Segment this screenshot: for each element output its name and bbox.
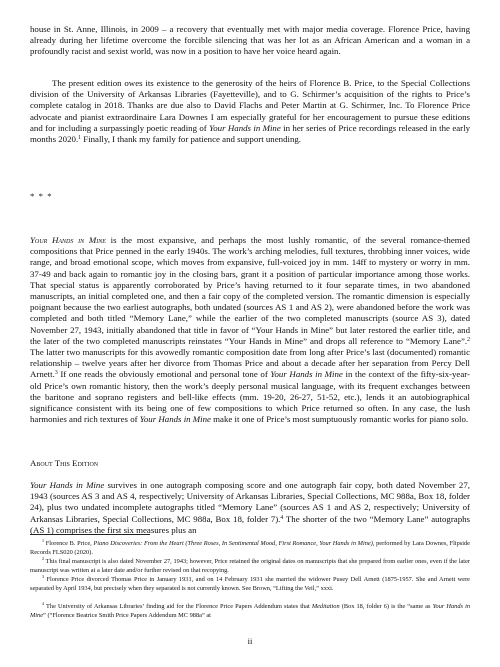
footnote-marker: 4 bbox=[42, 601, 45, 606]
work-title: Your Hands in Mine bbox=[209, 122, 281, 133]
work-title: Your Hands in Mine bbox=[30, 235, 106, 245]
footnote-marker: 2 bbox=[42, 556, 45, 561]
footnote-3 bbox=[30, 576, 470, 593]
footnote-reference[interactable]: 4 bbox=[280, 514, 284, 521]
footnote-text: ” (“Florence Beatrice Smith Price Papers Addendum MC 988a” at bbox=[43, 611, 211, 619]
footnote-text: Florence Price divorced Thomas Price in January 1931, and on 14 February 1931 she married the widower Pusey Dell Arnett (1875-1957. She and Arnett were separated by April 1934, but precisely when they separated is not currently known. See Brown, “Lifting the Veil,” xxxi. bbox=[30, 576, 470, 592]
album-title: Piano Discoveries: From the Heart (Three Roses, In Sentimental Mood, First Romance, Your Hands in Mine) bbox=[93, 540, 373, 547]
work-description-paragraph bbox=[30, 235, 470, 425]
footnote-reference[interactable]: 1 bbox=[78, 135, 82, 142]
footnote-reference[interactable]: 3 bbox=[54, 370, 58, 377]
acknowledgements-paragraph bbox=[30, 78, 470, 145]
work-title: Meditation bbox=[311, 603, 340, 610]
footnote-text: Florence B. Price, bbox=[44, 540, 94, 547]
footnote-divider bbox=[30, 534, 150, 535]
paragraph-text: make it one of Price’s most sumptuously romantic works for piano solo. bbox=[210, 414, 469, 425]
work-title: Your Hands in Mine bbox=[139, 414, 211, 425]
footnote-2 bbox=[30, 558, 470, 575]
footnote-text: The University of Arkansas Libraries’ finding aid for the Florence Price Papers Addendum states that bbox=[44, 603, 312, 610]
footnote-text: (Box 18, folder 6) is the “same as bbox=[339, 603, 433, 610]
paragraph-text: survives in one autograph composing score and one autograph fair copy, both dated November 27, 1943 (sources AS 3 and AS 4, respectively; University of Arkansas Libraries, Special Collections, MC 988a, Box 18, folder 24), plus two undated incomplete autographs titled “Memory Lane” (sources AS 1 and AS 2, respectively; University of Arkansas Libraries, Special Collections, MC 988a, Box 18, folder 7). bbox=[30, 480, 470, 524]
section-heading: About This Edition bbox=[30, 458, 99, 468]
paragraph-text: The present edition owes its existence to the generosity of the heirs of Florence B. Price, to the Special Collections division of the University of Arkansas Libraries (Fayetteville), and to G. Schirmer’s acquisition of the rights to Price’s complete catalog in 2018. Thanks are due also to David Flachs and Peter Martin at G. Schirmer, Inc. To Florence Price advocate and pianist extraordinaire Lara Downes I am especially grateful for her encouragement to pursue these editions and for including a surpassingly poetic reading of bbox=[30, 78, 470, 133]
work-title: Your Hands in Mine bbox=[270, 369, 343, 380]
footnote-1 bbox=[30, 540, 470, 557]
paragraph-text: house in St. Anne, Illinois, in 2009 – a recovery that eventually met with major media coverage. Florence Price, having already during her lifetime overcome the forcible silencing that was her lot as an African American and a woman in a profoundly racist and sexist world, was now in a position to have her voice heard again. bbox=[30, 24, 470, 57]
paragraph-text: is the most expansive, and perhaps the most lushly romantic, of the several romance-themed compositions that Price penned in the early 1940s. The work’s arching melodies, full textures, throbbing inner voices, wide range, and broad emotional scope, which moves from expansive, full-voiced joy in mm. 14ff to mystery or worry in mm. 37-49 and back again to romantic joy in the closing bars, grant it a position of particular importance among those works. That special status is apparently corroborated by Price’s having returned to it four separate times, in two abandoned manuscripts, an initial completed one, and then a fair copy of the completed version. The romantic dimension is especially poignant because the two earliest autographs, both undated (sources AS 1 and AS 2), were abandoned before the work was completed and both titled “Memory Lane,” while the earlier of the two completed manuscripts (source AS 3), dated November 27, 1943, initially abandoned that title in favor of “Your Hands in Mine” but later restored the earlier title, and the later of the two completed manuscripts reinstates “Your Hands in Mine” and drops all reference to “Memory Lane”. bbox=[30, 235, 470, 346]
paragraph-text: in the context of the fifty-six-year-old Price’s own romantic history, then the work’s deeply personal musical language, with its frequent exchanges between the baritone and soprano registers and bell-like effects (mm. 19-20, 26-27, 51-52, etc.), lends it an autobiographical significance consistent with its being one of few compositions to which Price returned so often. In any case, the lush harmonies and rich textures of bbox=[30, 369, 470, 425]
section-separator: * * * bbox=[30, 191, 53, 201]
edition-paragraph bbox=[30, 480, 470, 536]
footnote-text: , performed by Lara Downes, Flipside Records FLS020 (2020). bbox=[30, 540, 470, 556]
intro-paragraph-continued bbox=[30, 24, 470, 58]
paragraph-text: in her series of Price recordings released in the early months 2020. bbox=[30, 122, 471, 145]
page-number: ii bbox=[247, 636, 253, 646]
paragraph-text: If one reads the obviously emotional and personal tone of bbox=[57, 369, 271, 380]
work-title: Your Hands in Mine bbox=[30, 603, 471, 619]
footnote-reference[interactable]: 2 bbox=[467, 336, 470, 343]
paragraph-text: Finally, I thank my family for patience and support unending. bbox=[81, 134, 302, 145]
footnote-text: This final manuscript is also dated November 27, 1943; however, Price retained the original dates on manuscripts that she prepared from earlier ones, even if the later manuscript was written at a later date and/or further revised on that recopying. bbox=[30, 558, 470, 574]
paragraph-text: The latter two manuscripts for this avowedly romantic composition date from long after Price’s last (documented) romantic relationship – twelve years after her divorce from Thomas Price and about a decade after her separation from Percy Dell Arnett. bbox=[30, 347, 470, 380]
paragraph-text: The shorter of the two “Memory Lane” autographs (AS 1) comprises the first six measures plus an bbox=[30, 513, 470, 535]
footnote-marker: 3 bbox=[42, 574, 45, 579]
footnote-4 bbox=[30, 603, 470, 620]
footnote-marker: 1 bbox=[42, 538, 45, 543]
work-title: Your Hands in Mine bbox=[30, 480, 105, 490]
